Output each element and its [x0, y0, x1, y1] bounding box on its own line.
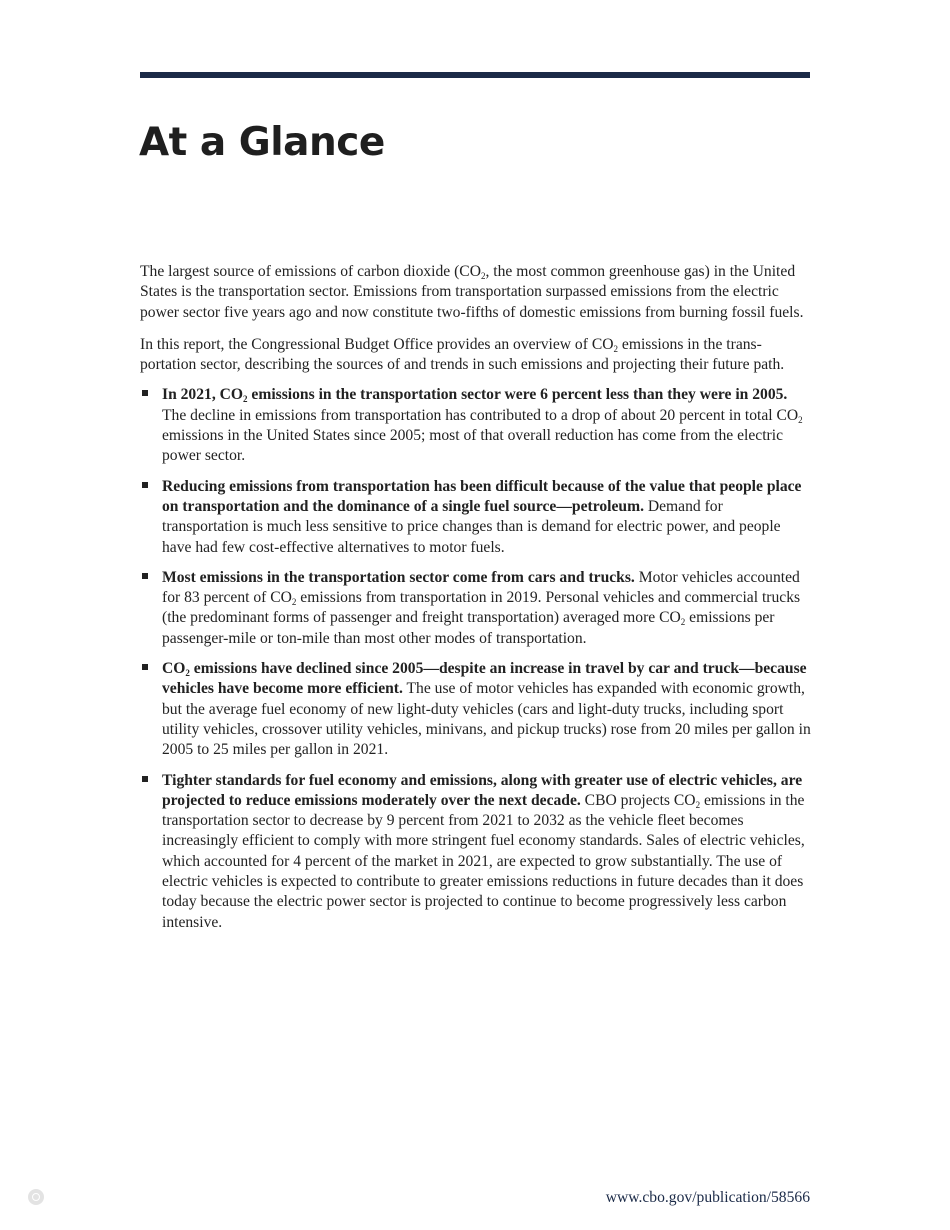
- subscript-2: 2: [185, 668, 190, 679]
- key-finding-item: [140, 568, 812, 649]
- page-title: At a Glance: [139, 120, 385, 165]
- intro-paragraph-1: [140, 262, 812, 323]
- square-bullet-icon: [142, 664, 148, 670]
- header-rule: [140, 72, 810, 78]
- key-finding-text: The use of motor vehicles has expanded with economic growth, but the average fuel economy of new light-duty vehicles (cars and light-duty trucks, including sport utility vehicles, crossover utility vehicles, minivans, and pickup trucks) rose from 20 miles per gallon in 2005 to 25 miles per gallon in 2021.: [162, 680, 811, 759]
- key-finding-headline: Reducing emissions from transportation has been difficult because of the value that people place on transportation and the dominance of a single fuel source—petroleum.: [162, 477, 802, 515]
- key-finding-text: emissions from transportation in 2019. Personal vehicles and commercial trucks (the predominant forms of passenger and freight transportation) averaged more CO: [162, 589, 801, 627]
- subscript-2: 2: [243, 394, 248, 405]
- subscript-2: 2: [798, 414, 803, 425]
- key-finding-headline: $CO_2$ emissions have declined since 2005—despite an increase in travel by car and truck—because vehicles have become more efficient.: [162, 660, 807, 698]
- footer-publication-link[interactable]: www.cbo.gov/publication/58566: [605, 1189, 810, 1206]
- key-finding-text: CBO projects CO: [580, 791, 696, 809]
- square-bullet-icon: [142, 776, 148, 782]
- subscript-2: 2: [291, 597, 297, 608]
- square-bullet-icon: [142, 573, 148, 579]
- key-finding-text: The decline in emissions from transportation has contributed to a drop of about 20 percent in total CO: [162, 406, 799, 424]
- viewer-logo-icon: [28, 1189, 44, 1205]
- square-bullet-icon: [142, 390, 148, 396]
- subscript-2: 2: [695, 799, 701, 810]
- key-finding-item: [140, 771, 812, 933]
- key-finding-text: emissions per passenger-mile or ton-mile than most other modes of transportation.: [162, 609, 775, 647]
- intro-text: In this report, the Congressional Budget Office provides an overview of CO: [140, 335, 614, 353]
- key-findings-list: [140, 385, 812, 932]
- subscript-2: 2: [613, 343, 618, 354]
- subscript-2: 2: [680, 617, 686, 628]
- key-finding-text: emissions in the United States since 2005; most of that overall reduction has come from the electric power sector.: [162, 427, 783, 465]
- intro-paragraph-2: [140, 335, 812, 376]
- key-finding-headline: In 2021, $CO_2$ emissions in the transportation sector were 6 percent less than they were in 2005.: [162, 386, 788, 405]
- key-finding-headline: Tighter standards for fuel economy and emissions, along with greater use of electric vehicles, are projected to reduce emissions moderately over the next decade.: [162, 771, 803, 809]
- intro-text: emissions in the trans-portation sector, describing the sources of and trends in such emissions and projecting their future path.: [140, 335, 785, 374]
- square-bullet-icon: [142, 482, 148, 488]
- key-finding-headline: Most emissions in the transportation sector come from cars and trucks.: [162, 568, 635, 586]
- key-finding-text: emissions in the transportation sector to decrease by 9 percent from 2021 to 2032 as the vehicle fleet becomes increasingly efficient to comply with more stringent fuel economy standards. Sales of electric vehicles, which accounted for 4 percent of the market in 2021, are expected to grow substantially. The use of electric vehicles is expected to contribute to greater emissions reductions in future decades than it does today because the electric power sector is projected to continue to become progressively less carbon intensive.: [162, 791, 805, 931]
- intro-text: The largest source of emissions of carbon dioxide (CO: [140, 263, 481, 280]
- summary-body: [140, 262, 812, 943]
- key-finding-item: [140, 659, 812, 760]
- key-finding-text: Motor vehicles accounted for 83 percent of CO: [162, 568, 800, 607]
- intro-text: , the most common greenhouse gas) in the United States is the transportation sector. Emissions from transportation surpassed emissions from the electric power sector five years ago and now constitute two-fifths of domestic emissions from burning fossil fuels.: [140, 263, 804, 321]
- subscript-2: 2: [480, 271, 486, 281]
- key-finding-item: [140, 385, 812, 466]
- key-finding-item: [140, 477, 812, 558]
- key-finding-text: Demand for transportation is much less sensitive to price changes than is demand for electric power, and people have had few cost-effective alternatives to motor fuels.: [162, 497, 781, 556]
